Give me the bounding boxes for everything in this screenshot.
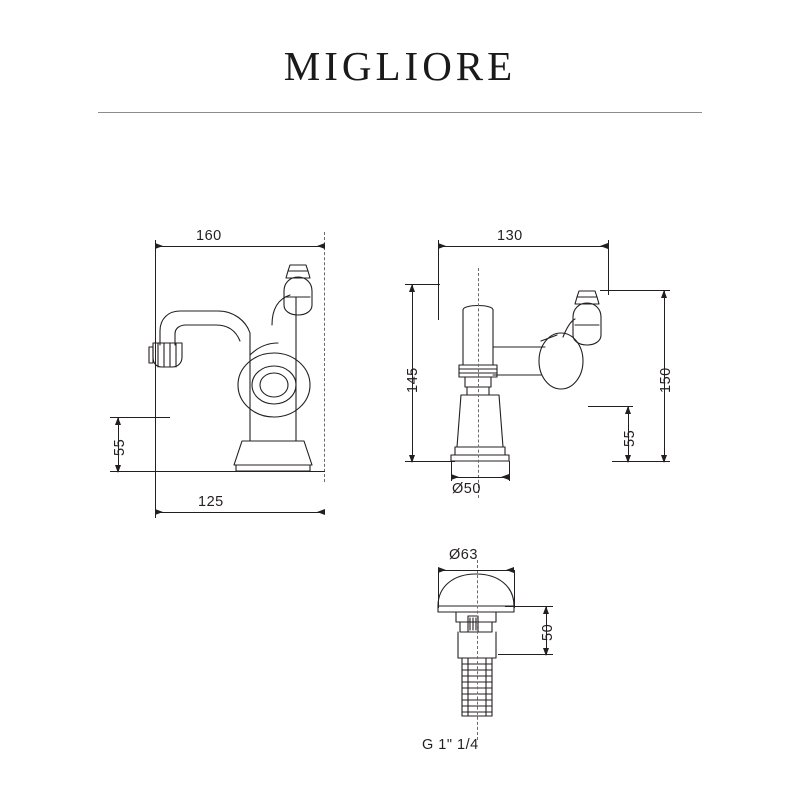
front-d50-arrow-right bbox=[501, 474, 509, 480]
waste-50-arrow-bottom bbox=[543, 648, 549, 656]
waste-d63-dim-line bbox=[438, 570, 514, 571]
side-160-arrow-right bbox=[317, 243, 325, 249]
waste-d63-arrow-right bbox=[506, 567, 514, 573]
front-150-arrow-bottom bbox=[661, 455, 667, 463]
side-160-dim-line bbox=[155, 246, 325, 247]
side-55-label: 55 bbox=[112, 438, 128, 456]
front-130-ext-right bbox=[608, 240, 609, 295]
front-d50-arrow-left bbox=[451, 474, 459, 480]
waste-thread-label: G 1" 1/4 bbox=[422, 737, 479, 753]
front-55-arrow-bottom bbox=[625, 455, 631, 463]
waste-view-centerline bbox=[477, 560, 478, 740]
front-view-centerline bbox=[478, 268, 479, 498]
front-150-arrow-top bbox=[661, 290, 667, 298]
side-125-dim-line bbox=[155, 512, 325, 513]
front-145-arrow-bottom bbox=[409, 455, 415, 463]
side-55-ext-bottom bbox=[110, 471, 325, 472]
front-150-ext-top bbox=[600, 290, 670, 291]
front-145-label: 145 bbox=[405, 367, 421, 393]
front-130-dim-line bbox=[438, 246, 608, 247]
front-130-ext-left bbox=[438, 240, 439, 320]
waste-d63-label: Ø63 bbox=[449, 547, 478, 563]
side-125-label: 125 bbox=[198, 494, 224, 510]
front-130-arrow-right bbox=[600, 243, 608, 249]
front-d50-label: Ø50 bbox=[452, 481, 481, 497]
side-160-label: 160 bbox=[196, 228, 222, 244]
header-divider bbox=[98, 112, 702, 113]
front-d50-ext-right bbox=[509, 461, 510, 481]
page-title: MIGLIORE bbox=[283, 43, 517, 89]
side-55-arrow-bottom bbox=[115, 465, 121, 473]
front-130-label: 130 bbox=[497, 228, 523, 244]
waste-d63-ext-right bbox=[514, 570, 515, 608]
side-125-arrow-left bbox=[155, 509, 163, 515]
waste-50-arrow-top bbox=[543, 606, 549, 614]
front-55-arrow-top bbox=[625, 406, 631, 414]
front-view-figure bbox=[415, 265, 655, 485]
front-150-label: 150 bbox=[658, 367, 674, 393]
front-55-label: 55 bbox=[622, 429, 638, 447]
side-125-arrow-right bbox=[317, 509, 325, 515]
side-view-centerline bbox=[324, 232, 325, 482]
waste-view-figure bbox=[420, 560, 550, 740]
side-55-arrow-top bbox=[115, 417, 121, 425]
front-130-arrow-left bbox=[438, 243, 446, 249]
waste-50-label: 50 bbox=[540, 623, 556, 641]
waste-d63-ext-left bbox=[438, 570, 439, 608]
side-160-arrow-left bbox=[155, 243, 163, 249]
front-145-arrow-top bbox=[409, 284, 415, 292]
waste-d63-arrow-left bbox=[438, 567, 446, 573]
